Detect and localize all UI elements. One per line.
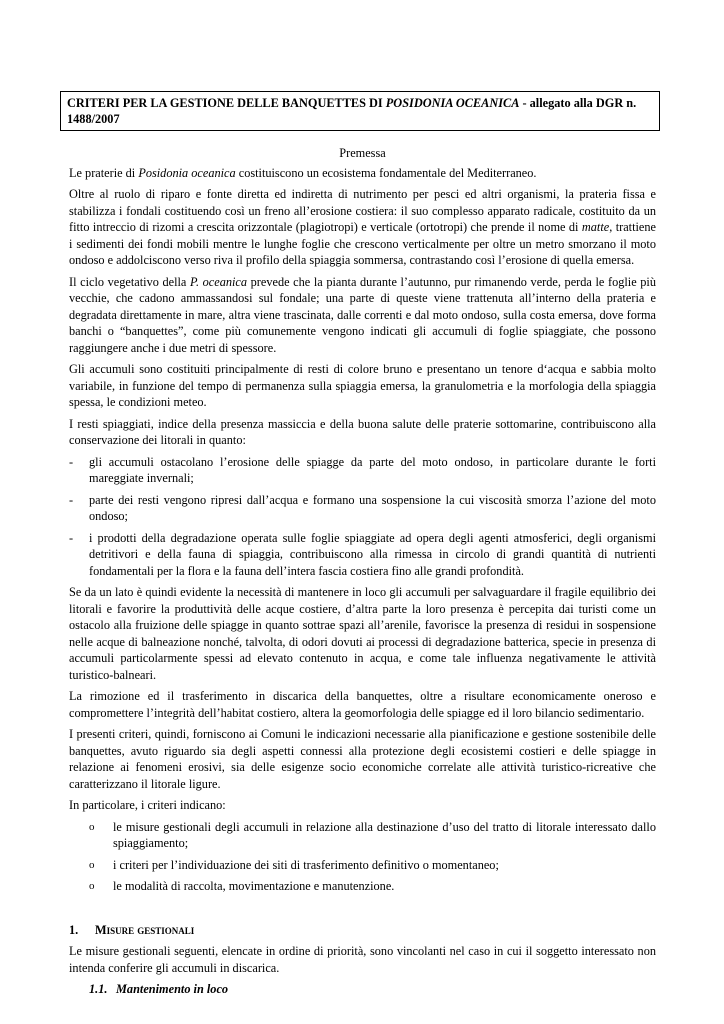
dash-item-text: i prodotti della degradazione operata sulle foglie spiaggiate ad opera degli agenti atmosferici, degli organismi detritivori e della fauna di spiaggia, contribuiscono alla rimessa in circolo di grandi quantità di nutrienti fondamentali per la flora e la fauna dell’intera fascia costiera fino alle grandi profondità. xyxy=(89,530,656,578)
section-1-title: Misure gestionali xyxy=(95,922,195,937)
dash-list-item xyxy=(69,530,656,580)
section-1-heading xyxy=(69,922,656,939)
circle-list-item xyxy=(69,819,656,852)
dash-list xyxy=(69,454,656,580)
intro-before: Le praterie di xyxy=(69,165,139,180)
circle-marker: o xyxy=(89,858,95,871)
document-body xyxy=(69,145,656,998)
dash-marker: - xyxy=(69,454,74,469)
circle-list-item xyxy=(69,857,656,874)
intro-after: costituiscono un ecosistema fondamentale del Mediterraneo. xyxy=(235,165,537,180)
paragraph-4: Gli accumuli sono costituiti principalmente di resti di colore bruno e presentano un tenore d‘acqua e sabbia molto variabile, in funzione del tempo di permanenza sulla spiaggia emersa, la granulometria e la morfologia della spiaggia spessa, le condizioni meteo. xyxy=(69,362,656,409)
dash-list-item xyxy=(69,454,656,487)
subsection-1-1-title: Mantenimento in loco xyxy=(116,982,229,996)
paragraph-5: I resti spiaggiati, indice della presenza massiccia e della buona salute delle praterie sottomarine, contribuiscono alla conservazione dei litorali in quanto: xyxy=(69,416,656,447)
p3-italic: P. oceanica xyxy=(190,274,248,289)
title-species: POSIDONIA OCEANICA xyxy=(385,96,520,110)
circle-marker: o xyxy=(89,880,95,892)
intro-species: Posidonia oceanica xyxy=(138,165,236,180)
dash-item-text: parte dei resti vengono ripresi dall’acqua e formano una sospensione la cui viscosità smorza l’azione del moto ondoso; xyxy=(89,492,656,523)
paragraph-7: La rimozione ed il trasferimento in discarica della banquettes, oltre a risultare economicamente oneroso e compromettere l’integrità dell’habitat costiero, altera la geomorfologia delle spiagge ed il loro bilancio sedimentario. xyxy=(69,689,656,720)
subsection-1-1-heading xyxy=(89,981,656,998)
p2-after: , trattiene i sedimenti dei fondi mobili mentre le lunghe foglie che crescono verticalmente per oltre un metro smorzano il moto ondoso e addolciscono verso riva il profilo della spiaggia sommersa, contrastando così l’erosione di quella emersa. xyxy=(69,220,656,267)
p2-before: Oltre al ruolo di riparo e fonte diretta ed indiretta di nutrimento per pesci ed altri organismi, la prateria fissa e stabilizza i fondali costituendo così un freno all’erosione costiera: il suo complesso apparato radicale, costituito da un fitto intreccio di rizomi a crescita orizzontale (plagiotropi) e verticale (ortotropi) che prende il nome di xyxy=(69,187,656,234)
dash-marker: - xyxy=(69,530,74,545)
premessa-heading: Premessa xyxy=(339,146,386,160)
dash-marker: - xyxy=(69,492,74,507)
circle-list xyxy=(69,819,656,895)
p3-after: prevede che la pianta durante l’autunno, pur rimanendo verde, perda le foglie più vecchie, che cadono ammassandosi sul fondale; una parte di queste viene trattenuta all’interno della prateria e degradata direttamente in mare, altra viene trascinata, dalle correnti e dal moto ondoso, sulla costa emersa, dove forma banchi o “banquettes”, come più comunemente vengono indicati gli accumuli di foglie spiaggiate, che possono raggiungere anche i due metri di spessore. xyxy=(69,274,656,355)
paragraph-8: I presenti criteri, quindi, forniscono ai Comuni le indicazioni necessarie alla pianificazione e gestione sostenibile delle banquettes, avuto riguardo sia degli aspetti connessi alla protezione degli ecosistemi costieri e delle spiagge in relazione ai fenomeni erosivi, sia delle esigenze socio economiche correlate alle attività turistico-ricreative che caratterizzano il litorale ligure. xyxy=(69,727,656,791)
intro-paragraph xyxy=(69,165,656,182)
section-1-text: Le misure gestionali seguenti, elencate in ordine di priorità, sono vincolanti nel caso in cui il soggetto interessato non intenda conferire gli accumuli in discarica. xyxy=(69,944,656,975)
subsection-1-1-number: 1.1. xyxy=(89,982,108,996)
circle-item-text: i criteri per l’individuazione dei siti di trasferimento definitivo o momentaneo; xyxy=(113,857,499,872)
paragraph-2 xyxy=(69,186,656,269)
p3-before: Il ciclo vegetativo della xyxy=(69,274,191,289)
circle-item-text: le misure gestionali degli accumuli in relazione alla destinazione d’uso del tratto di litorale interessato dallo spiaggiamento; xyxy=(113,819,656,850)
document-title-box xyxy=(60,91,660,131)
paragraph-9: In particolare, i criteri indicano: xyxy=(69,798,226,812)
paragraph-3 xyxy=(69,274,656,357)
title-suffix: - allegato alla DGR n. 1488/2007 xyxy=(67,96,637,126)
circle-marker: o xyxy=(89,820,95,833)
section-1-number: 1. xyxy=(69,922,79,937)
paragraph-6: Se da un lato è quindi evidente la necessità di mantenere in loco gli accumuli per salvaguardare il fragile equilibrio dei litorali e favorire la produttività delle acque costiere, d’altra parte la loro presenza è percepita dai turisti come un ostacolo alla fruizione delle spiagge in quanto sottrae spazi all’arenile, favorisce la presenza di residui in sospensione nelle acque di balneazione nonché, talvolta, di odori dovuti ai processi di degradazione batterica, specie in presenza di accumuli particolarmente spessi ad elevato contenuto in acqua, e come tale influenza negativamente le attività turistico-balneari. xyxy=(69,585,656,682)
circle-item-text: le modalità di raccolta, movimentazione e manutenzione. xyxy=(113,879,395,893)
circle-list-item xyxy=(69,878,656,895)
p2-italic: matte xyxy=(581,220,610,234)
dash-item-text: gli accumuli ostacolano l’erosione delle spiagge da parte del moto ondoso, in particolare durante le forti mareggiate invernali; xyxy=(89,454,656,485)
dash-list-item xyxy=(69,492,656,525)
title-prefix: CRITERI PER LA GESTIONE DELLE BANQUETTES DI xyxy=(67,96,386,110)
